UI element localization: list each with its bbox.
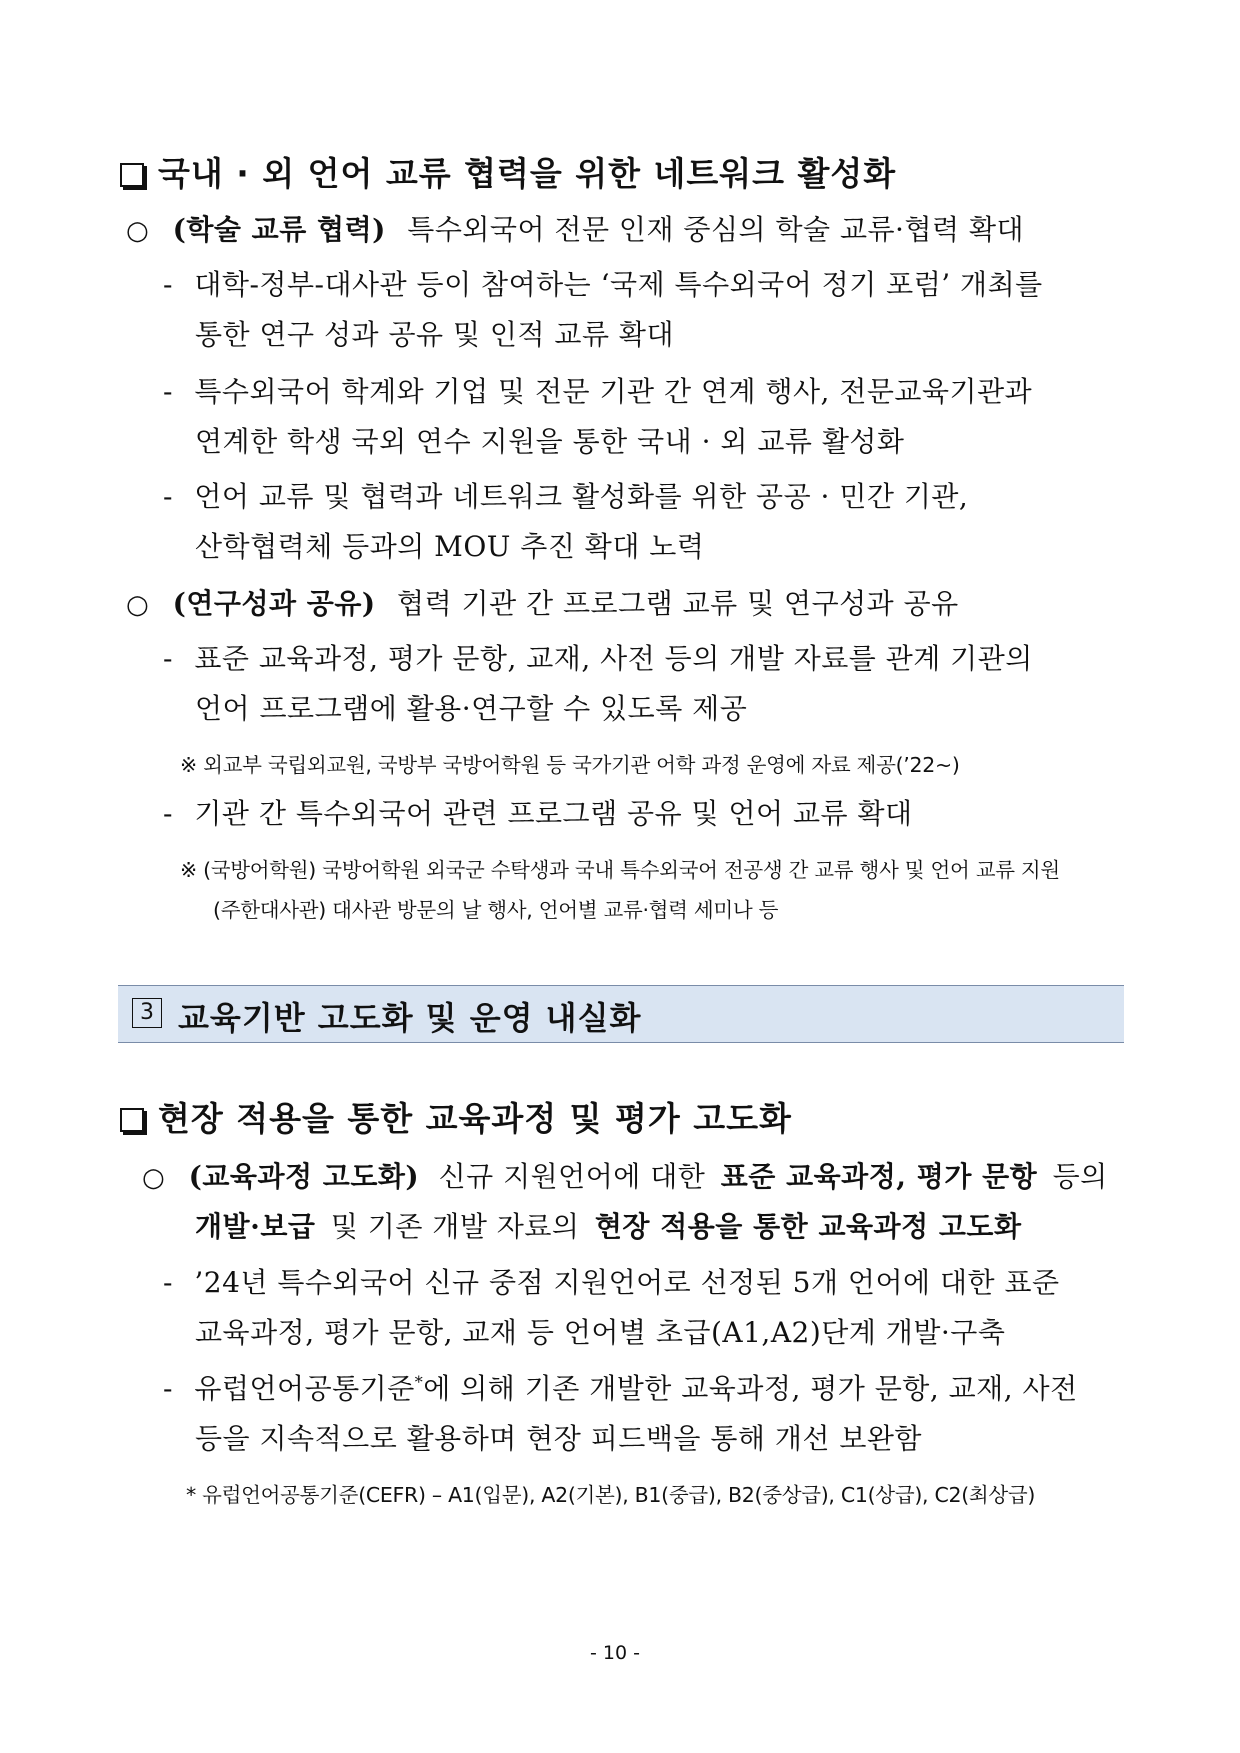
item-text: 신규 지원언어에 대한 bbox=[438, 1160, 706, 1193]
sub-item-line: 기관 간 특수외국어 관련 프로그램 공유 및 언어 교류 확대 bbox=[194, 797, 913, 830]
checkbox-square-icon bbox=[120, 1108, 144, 1132]
sub-item-mou bbox=[163, 475, 968, 515]
bullet-item-curriculum-cont bbox=[195, 1205, 1022, 1245]
sub-item-forum-cont bbox=[195, 313, 674, 353]
sub-item-line: 등을 지속적으로 활용하며 현장 피드백을 통해 개선 보완함 bbox=[195, 1422, 922, 1455]
circle-bullet-icon: ○ bbox=[142, 1163, 166, 1193]
sub-item-cefr-cont bbox=[195, 1417, 922, 1457]
sub-item-line: 특수외국어 학계와 기업 및 전문 기관 간 연계 행사, 전문교육기관과 bbox=[194, 375, 1033, 408]
section-heading-network bbox=[118, 148, 896, 195]
checkbox-square-icon bbox=[120, 163, 144, 187]
bullet-item-academic bbox=[126, 208, 1024, 248]
sub-item-line: 연계한 학생 국외 연수 지원을 통한 국내 · 외 교류 활성화 bbox=[195, 425, 905, 458]
item-emphasis: 표준 교육과정, 평가 문항 bbox=[720, 1160, 1038, 1193]
item-emphasis: 개발·보급 bbox=[195, 1210, 316, 1243]
footnote-marker: * bbox=[414, 1372, 424, 1392]
sub-item-new-languages-cont bbox=[195, 1311, 1005, 1351]
item-label: (학술 교류 협력) bbox=[172, 213, 386, 246]
sub-item-industry bbox=[163, 370, 1032, 410]
sub-item-line: ’24년 특수외국어 신규 중점 지원언어로 선정된 5개 언어에 대한 표준 bbox=[194, 1266, 1060, 1299]
item-text: 협력 기관 간 프로그램 교류 및 연구성과 공유 bbox=[397, 587, 959, 620]
sub-item-line: 표준 교육과정, 평가 문항, 교재, 사전 등의 개발 자료를 관계 기관의 bbox=[194, 642, 1033, 675]
sub-item-line: 유럽언어공통기준 bbox=[194, 1372, 415, 1405]
page-number: - 10 - bbox=[590, 1642, 640, 1664]
sub-item-line: 언어 교류 및 협력과 네트워크 활성화를 위한 공공 · 민간 기관, bbox=[194, 480, 969, 513]
dash-bullet: - bbox=[163, 268, 173, 301]
circle-bullet-icon: ○ bbox=[126, 590, 150, 620]
sub-item-line: 대학-정부-대사관 등이 참여하는 ‘국제 특수외국어 정기 포럼’ 개최를 bbox=[194, 268, 1043, 301]
reference-note bbox=[180, 748, 960, 778]
sub-item-mou-cont bbox=[195, 525, 704, 565]
section-heading-text: 현장 적용을 통한 교육과정 및 평가 고도화 bbox=[158, 1099, 792, 1138]
item-text: 등의 bbox=[1052, 1160, 1108, 1193]
dash-bullet: - bbox=[163, 480, 173, 513]
sub-item-line: 교육과정, 평가 문항, 교재 등 언어별 초급(A1,A2)단계 개발·구축 bbox=[195, 1316, 1006, 1349]
item-emphasis: 현장 적용을 통한 교육과정 고도화 bbox=[594, 1210, 1022, 1243]
chapter-title: 교육기반 고도화 및 운영 내실화 bbox=[178, 999, 642, 1037]
sub-item-new-languages bbox=[163, 1261, 1060, 1301]
chapter-number-box: 3 bbox=[132, 998, 162, 1028]
dash-bullet: - bbox=[163, 1266, 173, 1299]
cefr-footnote bbox=[186, 1478, 1035, 1508]
chapter-banner bbox=[118, 985, 1124, 1043]
sub-item-line: 에 의해 기존 개발한 교육과정, 평가 문항, 교재, 사전 bbox=[423, 1372, 1078, 1405]
sub-item-industry-cont bbox=[195, 420, 904, 460]
bullet-item-research bbox=[126, 582, 959, 622]
dash-bullet: - bbox=[163, 642, 173, 675]
circle-bullet-icon: ○ bbox=[126, 216, 150, 246]
reference-note-2-cont bbox=[213, 893, 778, 923]
sub-item-program-share bbox=[163, 792, 913, 832]
section-heading-curriculum bbox=[118, 1093, 792, 1140]
dash-bullet: - bbox=[163, 1372, 173, 1405]
sub-item-materials bbox=[163, 637, 1033, 677]
note-text: ※ 외교부 국립외교원, 국방부 국방어학원 등 국가기관 어학 과정 운영에 자료 제공(’22~) bbox=[180, 753, 960, 777]
item-text: 및 기존 개발 자료의 bbox=[330, 1210, 580, 1243]
note-text: ※ (국방어학원) 국방어학원 외국군 수탁생과 국내 특수외국어 전공생 간 교류 행사 및 언어 교류 지원 bbox=[180, 858, 1060, 882]
dash-bullet: - bbox=[163, 797, 173, 830]
sub-item-line: 언어 프로그램에 활용·연구할 수 있도록 제공 bbox=[195, 692, 748, 725]
bullet-item-curriculum bbox=[142, 1155, 1108, 1195]
item-label: (연구성과 공유) bbox=[172, 587, 376, 620]
sub-item-forum bbox=[163, 263, 1043, 303]
sub-item-line: 통한 연구 성과 공유 및 인적 교류 확대 bbox=[195, 318, 675, 351]
item-label: (교육과정 고도화) bbox=[188, 1160, 420, 1193]
note-text: (주한대사관) 대사관 방문의 날 행사, 언어별 교류·협력 세미나 등 bbox=[213, 898, 779, 922]
dash-bullet: - bbox=[163, 375, 173, 408]
reference-note-2 bbox=[180, 853, 1060, 883]
sub-item-materials-cont bbox=[195, 687, 747, 727]
sub-item-line: 산학협력체 등과의 MOU 추진 확대 노력 bbox=[195, 530, 705, 563]
item-text: 특수외국어 전문 인재 중심의 학술 교류·협력 확대 bbox=[407, 213, 1025, 246]
section-heading-text: 국내 · 외 언어 교류 협력을 위한 네트워크 활성화 bbox=[158, 154, 897, 193]
sub-item-cefr bbox=[163, 1367, 1078, 1407]
footnote-text: * 유럽언어공통기준(CEFR) – A1(입문), A2(기본), B1(중급), B2(중상급), C1(상급), C2(최상급) bbox=[186, 1483, 1036, 1507]
